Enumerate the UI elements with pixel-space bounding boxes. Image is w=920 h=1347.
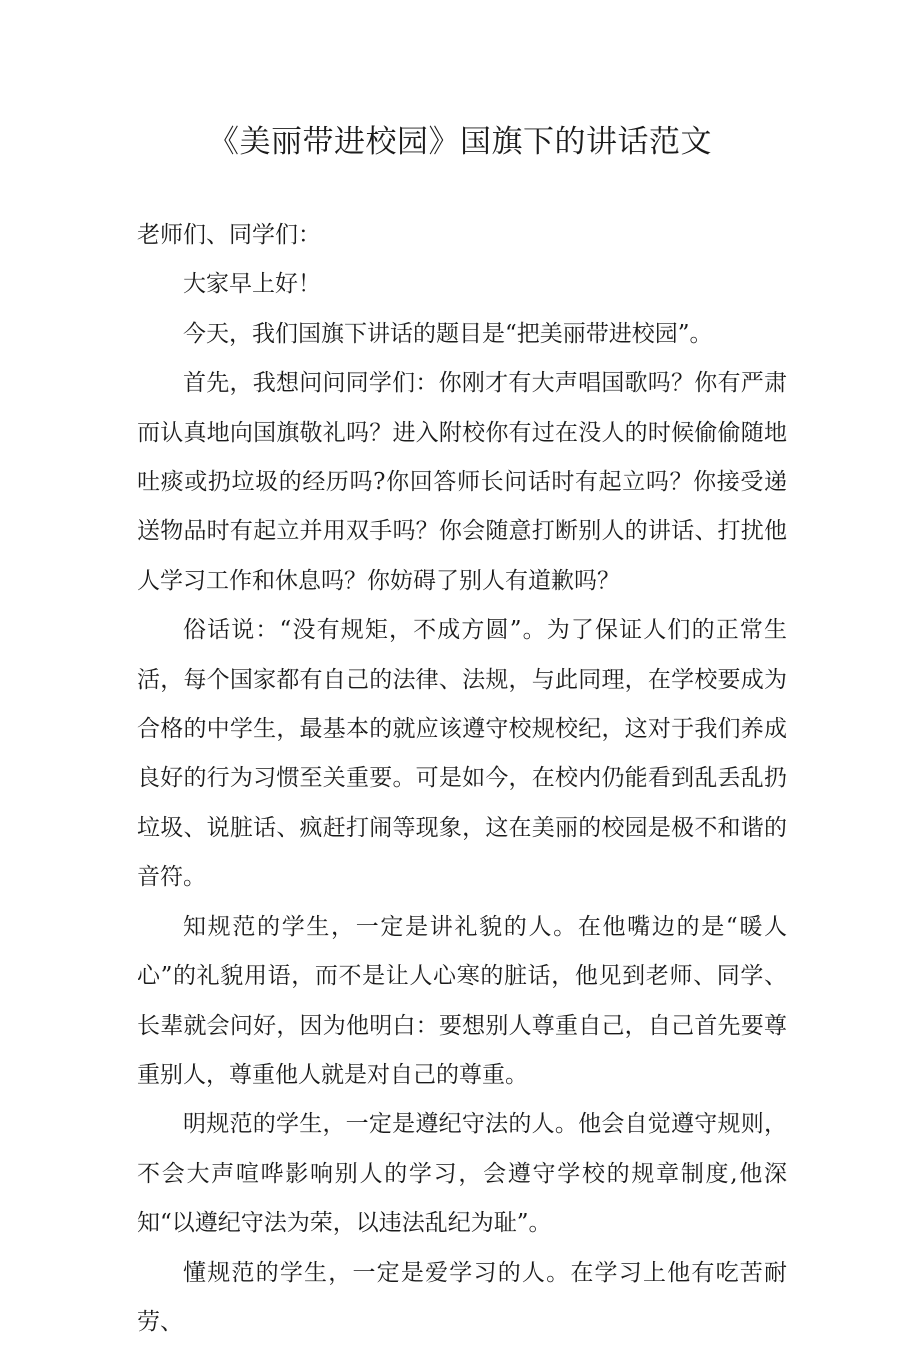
discipline-paragraph: 明规范的学生，一定是遵纪守法的人。他会自觉遵守规则，不会大声喧哗影响别人的学习，会遵守学校的规章制度,他深知“以遵纪守法为荣，以违法乱纪为耻”。 — [137, 1111, 787, 1237]
proverb-paragraph: 俗话说：“没有规矩，不成方圆”。为了保证人们的正常生活，每个国家都有自己的法律、法规，与此同理，在学校要成为合格的中学生，最基本的就应该遵守校规校纪，这对于我们养成良好的行为习惯至关重要。可是如今，在校内仍能看到乱丢乱扔垃圾、说脏话、疯赶打闹等现象，这在美丽的校园是极不和谐的音符。 — [137, 617, 787, 891]
document-title: 《美丽带进校园》国旗下的讲话范文 — [208, 124, 712, 160]
study-paragraph: 懂规范的学生，一定是爱学习的人。在学习上他有吃苦耐劳、 — [137, 1259, 787, 1335]
questions-paragraph: 首先，我想问问同学们：你刚才有大声唱国歌吗？你有严肃而认真地向国旗敬礼吗？进入附校你有过在没人的时候偷偷随地吐痰或扔垃圾的经历吗?你回答师长问话时有起立吗？你接受递送物品时有起立并用双手吗？你会随意打断别人的讲话、打扰他人学习工作和休息吗？你妨碍了别人有道歉吗？ — [137, 370, 787, 594]
politeness-paragraph: 知规范的学生，一定是讲礼貌的人。在他嘴边的是“暖人心”的礼貌用语，而不是让人心寒的脏话，他见到老师、同学、长辈就会问好，因为他明白：要想别人尊重自己，自己首先要尊重别人，尊重他人就是对自己的尊重。 — [137, 913, 787, 1088]
topic-paragraph: 今天，我们国旗下讲话的题目是“把美丽带进校园”。 — [183, 320, 713, 347]
document-body — [137, 211, 787, 1347]
salutation: 老师们、同学们： — [137, 222, 321, 248]
greeting-paragraph: 大家早上好！ — [183, 271, 321, 298]
